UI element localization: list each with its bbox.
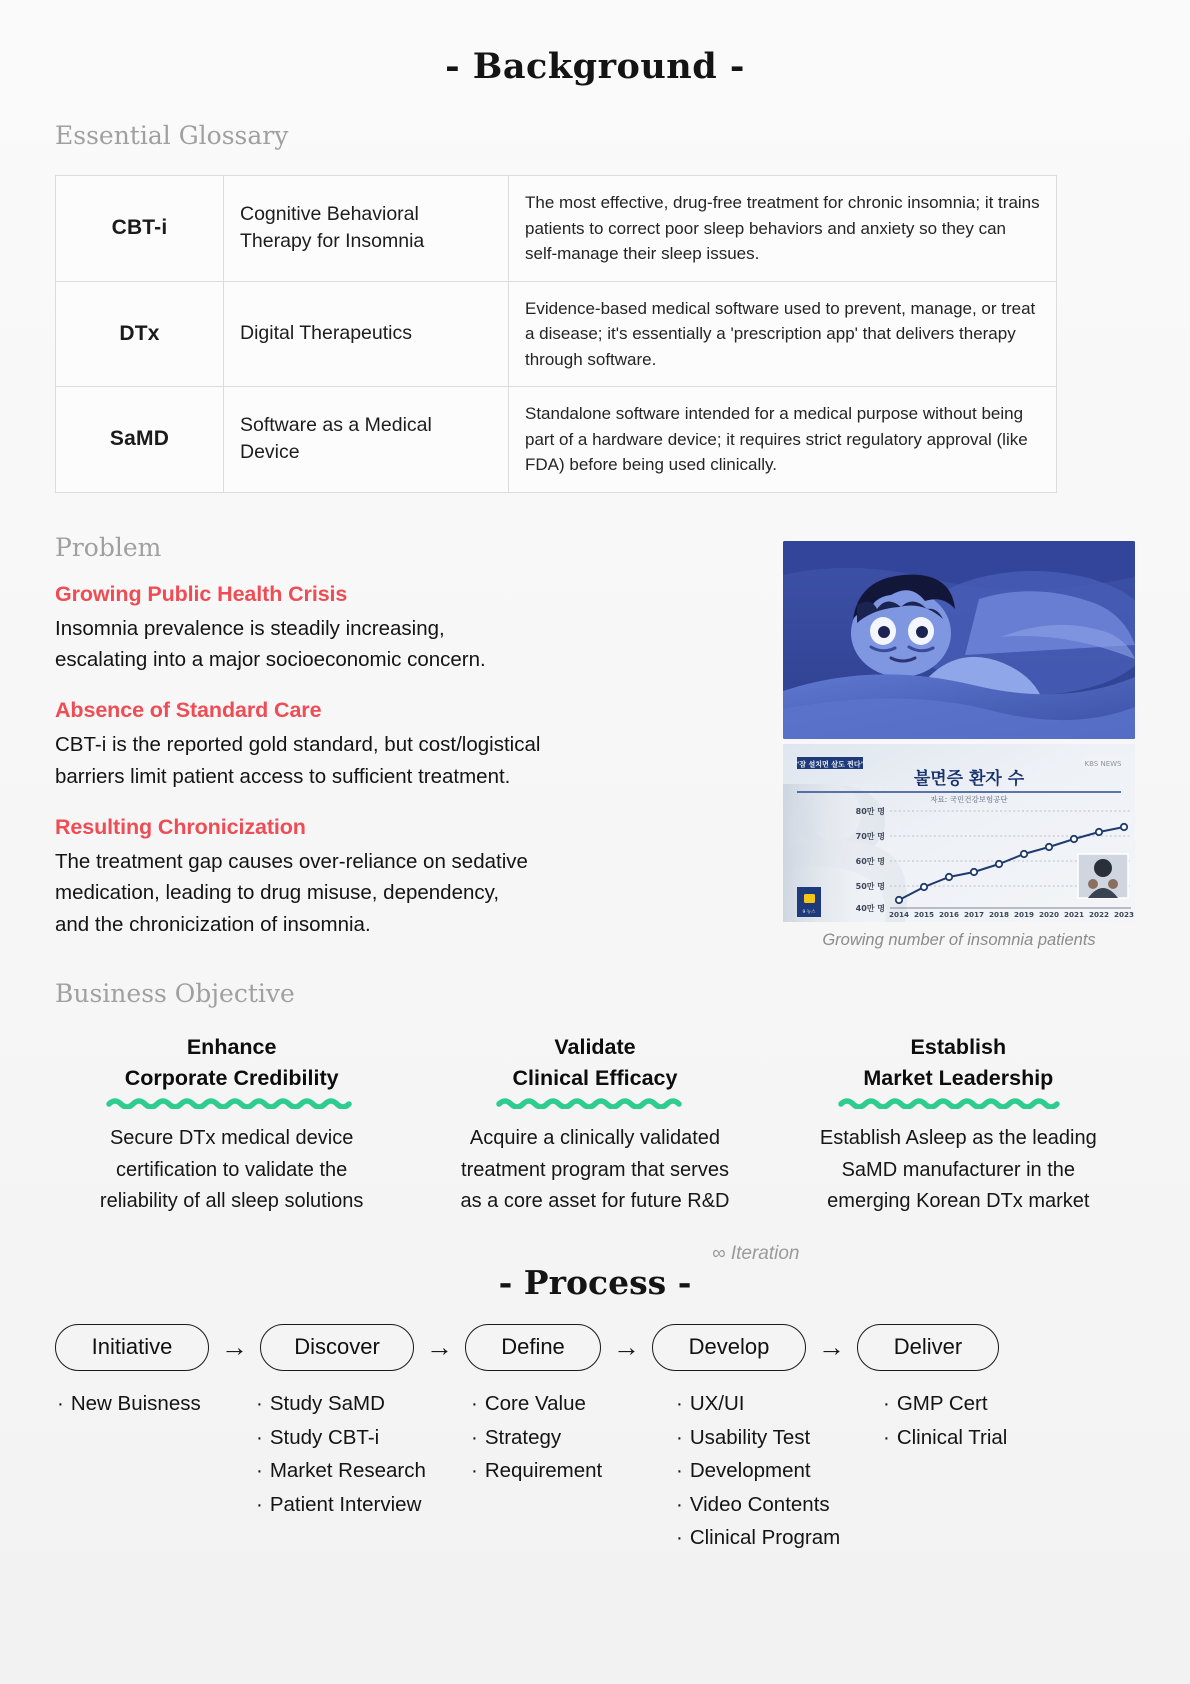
svg-text:9 뉴스: 9 뉴스 — [802, 909, 816, 915]
list-item-label: Study CBT-i — [269, 1425, 380, 1449]
svg-text:KBS NEWS: KBS NEWS — [1084, 759, 1122, 768]
objective-description: Establish Asleep as the leading SaMD manufacturer in the emerging Korean DTx market — [819, 1127, 1097, 1212]
flow-arrow-icon: → — [426, 1332, 453, 1363]
list-item — [883, 1387, 1073, 1420]
objective-description: Secure DTx medical device certification to validate the reliability of all sleep solutions — [99, 1127, 364, 1212]
problem-headline: Growing Public Health Crisis — [55, 581, 348, 606]
glossary-term: CBT-i — [56, 176, 224, 282]
glossary-term: SaMD — [56, 387, 224, 493]
objective-title-line2: Market Leadership — [863, 1066, 1054, 1091]
bullet-icon: · — [471, 1425, 478, 1449]
objective-title — [782, 1032, 1135, 1094]
process-items-initiative — [55, 1387, 256, 1554]
problem-body: CBT-i is the reported gold standard, but cost/logistical barriers limit patient access to sufficient treatment. — [55, 733, 541, 788]
process-title: - Process - — [498, 1263, 692, 1303]
glossary-fullform: Digital Therapeutics — [224, 281, 509, 387]
objective-title-line1: Validate — [554, 1034, 636, 1059]
process-items-define — [471, 1387, 676, 1554]
page-title: - Background - — [445, 46, 745, 87]
insomnia-patients-chart-image — [783, 744, 1135, 922]
bullet-icon: · — [256, 1425, 263, 1449]
process-items-deliver — [883, 1387, 1073, 1554]
table-row — [56, 176, 1057, 282]
svg-text:2022: 2022 — [1088, 909, 1110, 919]
list — [471, 1387, 676, 1487]
list — [676, 1387, 883, 1554]
flow-arrow-icon: → — [818, 1332, 845, 1363]
section-heading-business-objective: Business Objective — [55, 978, 295, 1008]
problem-block — [55, 582, 705, 677]
list-item — [256, 1454, 471, 1487]
bullet-icon: · — [676, 1425, 683, 1449]
process-stage-initiative[interactable]: Initiative — [55, 1324, 209, 1371]
process-stage-define[interactable]: Define — [465, 1324, 601, 1371]
list-item — [256, 1421, 471, 1454]
list-item-label: Clinical Program — [689, 1526, 841, 1549]
section-heading-glossary: Essential Glossary — [55, 121, 289, 150]
glossary-description: Standalone software intended for a medical purpose without being part of a hardware device; it requires strict regulatory approval (like FDA) before being used clinically. — [509, 387, 1057, 493]
glossary-description: Evidence-based medical software used to prevent, manage, or treat a disease; it's essentially a 'prescription app' that delivers therapy through software. — [509, 281, 1057, 387]
process-item-columns — [55, 1387, 1135, 1554]
list-item-label: Development — [689, 1459, 811, 1483]
list-item — [256, 1387, 471, 1420]
iteration-label: ∞ Iteration — [712, 1243, 800, 1264]
list-item — [57, 1387, 256, 1420]
svg-text:2016: 2016 — [938, 909, 960, 919]
problem-body: The treatment gap causes over-reliance on sedative medication, leading to drug misuse, dependency, and the chronicization of insomnia. — [55, 849, 528, 937]
objective-description: Acquire a clinically validated treatment program that serves as a core asset for future R&D — [460, 1127, 730, 1212]
problem-headline: Resulting Chronicization — [55, 814, 306, 839]
list-item-label: Requirement — [484, 1459, 603, 1483]
glossary-description: The most effective, drug-free treatment for chronic insomnia; it trains patients to correct poor sleep behaviors and anxiety so they can self-manage their sleep issues. — [509, 176, 1057, 282]
svg-text:2021: 2021 — [1063, 909, 1085, 919]
list-item-label: New Buisness — [70, 1392, 201, 1416]
list — [883, 1387, 1073, 1454]
svg-text:2023: 2023 — [1113, 909, 1135, 919]
list-item-label: UX/UI — [689, 1392, 745, 1416]
objective-card — [418, 1032, 771, 1218]
svg-text:2020: 2020 — [1038, 909, 1060, 919]
process-flow — [55, 1324, 1135, 1371]
list-item-label: Core Value — [484, 1392, 586, 1416]
bullet-icon: · — [471, 1459, 478, 1483]
list-item — [676, 1521, 883, 1554]
bullet-icon: · — [256, 1492, 263, 1516]
list-item-label: Strategy — [484, 1425, 562, 1449]
bullet-icon: · — [676, 1492, 683, 1516]
list-item-label: Usability Test — [689, 1425, 811, 1449]
process-stage-develop[interactable]: Develop — [652, 1324, 806, 1371]
svg-text:불면증 환자 수: 불면증 환자 수 — [913, 768, 1025, 789]
process-items-discover — [256, 1387, 471, 1554]
squiggle-underline-icon — [838, 1095, 1078, 1109]
problem-block — [55, 698, 705, 793]
business-objective-cards — [55, 1032, 1135, 1218]
svg-text:2018: 2018 — [988, 909, 1010, 919]
bullet-icon: · — [57, 1392, 64, 1416]
svg-text:2015: 2015 — [913, 909, 935, 919]
svg-text:60만 명: 60만 명 — [855, 856, 885, 866]
squiggle-underline-icon — [496, 1095, 694, 1109]
list-item-label: Clinical Trial — [896, 1425, 1008, 1449]
list-item-label: Market Research — [269, 1459, 426, 1483]
list-item-label: Study SaMD — [269, 1392, 385, 1416]
objective-card — [55, 1032, 408, 1218]
bullet-icon: · — [256, 1459, 263, 1483]
objective-title — [418, 1032, 771, 1094]
svg-text:2014: 2014 — [888, 909, 910, 919]
objective-title-line1: Enhance — [186, 1034, 277, 1059]
objective-card — [782, 1032, 1135, 1218]
list-item — [676, 1421, 883, 1454]
list-item-label: Patient Interview — [269, 1492, 422, 1516]
problem-media-column — [783, 541, 1135, 950]
squiggle-underline-icon — [106, 1095, 358, 1109]
list-item — [471, 1387, 676, 1420]
bullet-icon: · — [256, 1392, 263, 1416]
svg-text:70만 명: 70만 명 — [855, 831, 885, 841]
list-item-label: GMP Cert — [896, 1392, 988, 1416]
glossary-fullform: Cognitive Behavioral Therapy for Insomnia — [224, 176, 509, 282]
objective-title-line2: Corporate Credibility — [124, 1066, 339, 1091]
svg-text:50만 명: 50만 명 — [855, 881, 885, 891]
glossary-table — [55, 175, 1057, 493]
list-item — [676, 1387, 883, 1420]
media-caption: Growing number of insomnia patients — [822, 930, 1096, 949]
process-items-develop — [676, 1387, 883, 1554]
section-heading-problem: Problem — [55, 532, 162, 562]
problem-section — [55, 532, 1135, 949]
bullet-icon: · — [676, 1459, 683, 1483]
bullet-icon: · — [883, 1425, 890, 1449]
list-item — [471, 1454, 676, 1487]
svg-text:2017: 2017 — [963, 909, 985, 919]
glossary-fullform: Software as a Medical Device — [224, 387, 509, 493]
table-row — [56, 281, 1057, 387]
problem-text-column — [55, 582, 705, 941]
list-item — [471, 1421, 676, 1454]
svg-text:자료: 국민건강보험공단: 자료: 국민건강보험공단 — [930, 794, 1008, 804]
bullet-icon: · — [471, 1392, 478, 1416]
list — [256, 1387, 471, 1521]
list-item — [883, 1421, 1073, 1454]
svg-text:2019: 2019 — [1013, 909, 1035, 919]
list-item — [256, 1488, 471, 1521]
table-row — [56, 387, 1057, 493]
list-item-label: Video Contents — [689, 1492, 830, 1516]
objective-title-line2: Clinical Efficacy — [512, 1066, 678, 1091]
process-stage-discover[interactable]: Discover — [260, 1324, 414, 1371]
objective-title — [55, 1032, 408, 1094]
process-stage-deliver[interactable]: Deliver — [857, 1324, 999, 1371]
bullet-icon: · — [676, 1392, 683, 1416]
flow-arrow-icon: → — [221, 1332, 248, 1363]
business-objective-section — [55, 979, 1135, 1218]
list-item — [676, 1488, 883, 1521]
list-item — [676, 1454, 883, 1487]
problem-body: Insomnia prevalence is steadily increasing, escalating into a major socioeconomic concern. — [55, 616, 486, 672]
svg-text:"잠 설치면 살도 찐다": "잠 설치면 살도 찐다" — [795, 760, 865, 768]
svg-text:40만 명: 40만 명 — [855, 903, 885, 913]
problem-headline: Absence of Standard Care — [55, 698, 322, 723]
glossary-term: DTx — [56, 281, 224, 387]
objective-title-line1: Establish — [910, 1034, 1007, 1059]
svg-text:80만 명: 80만 명 — [855, 806, 885, 816]
flow-arrow-icon: → — [613, 1332, 640, 1363]
list — [57, 1387, 256, 1420]
insomnia-illustration-image — [783, 541, 1135, 739]
problem-block — [55, 815, 705, 941]
bullet-icon: · — [883, 1392, 890, 1416]
bullet-icon: · — [676, 1526, 683, 1549]
